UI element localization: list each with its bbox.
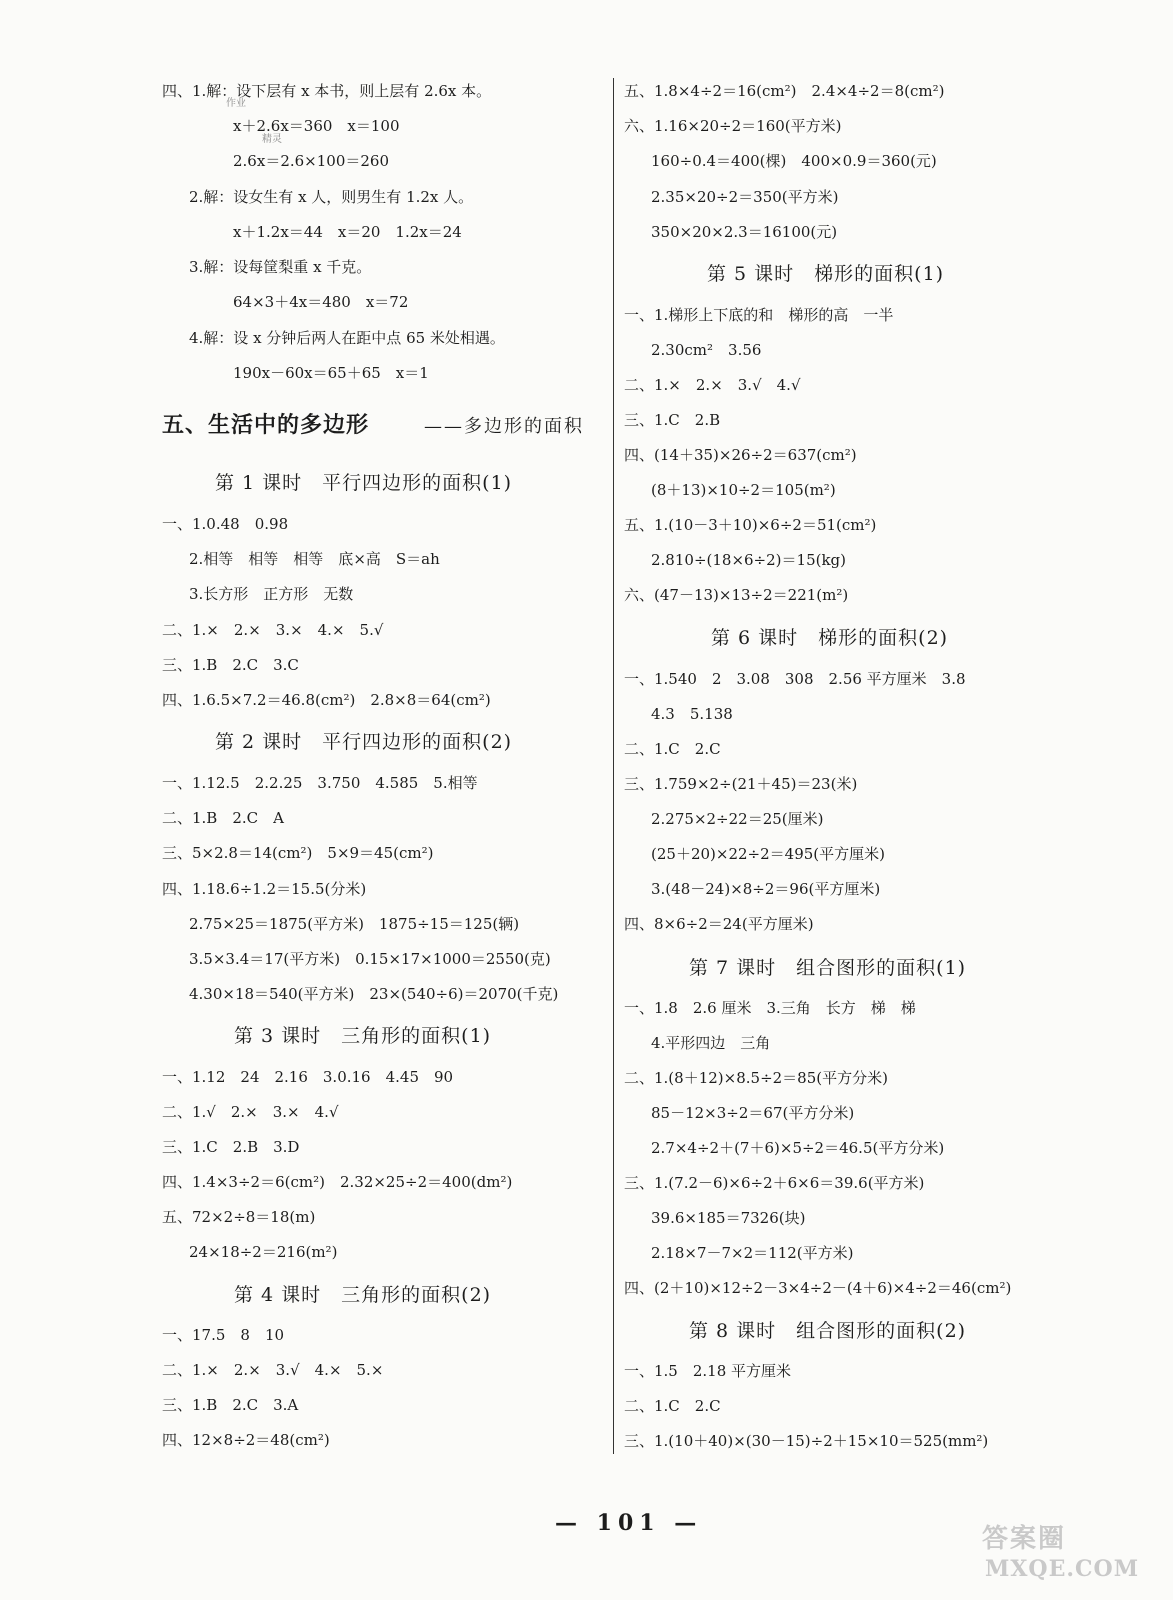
right-line-2: 160÷0.4＝400(棵) 400×0.9＝360(元): [651, 152, 937, 170]
right-line-16: 一、1.540 2 3.08 308 2.56 平方厘米 3.8: [624, 670, 966, 688]
left-line-19: 三、5×2.8＝14(cm²) 5×9＝45(cm²): [162, 844, 434, 862]
lesson-heading-3: 第 3 课时 三角形的面积(1): [234, 1025, 492, 1047]
left-line-18: 二、1.B 2.C A: [162, 809, 284, 827]
right-line-19: 三、1.759×2÷(21＋45)＝23(米): [624, 775, 858, 793]
right-line-7: 2.30cm² 3.56: [651, 341, 762, 359]
lesson-heading-1: 第 1 课时 平行四边形的面积(1): [215, 472, 513, 494]
right-line-22: 3.(48－24)×8÷2＝96(平方厘米): [651, 880, 881, 898]
left-line-33: 二、1.× 2.× 3.√ 4.× 5.×: [162, 1361, 384, 1379]
left-line-27: 三、1.C 2.B 3.D: [162, 1138, 300, 1156]
right-line-26: 4.平形四边 三角: [651, 1034, 771, 1052]
left-line-7: 4.解：设 x 分钟后两人在距中点 65 米处相遇。: [189, 329, 505, 347]
left-line-28: 四、1.4×3÷2＝6(cm²) 2.32×25÷2＝400(dm²): [162, 1173, 513, 1191]
right-line-27: 二、1.(8＋12)×8.5÷2＝85(平方分米): [624, 1069, 888, 1087]
left-line-32: 一、17.5 8 10: [162, 1326, 285, 1344]
lesson-heading-8: 第 8 课时 组合图形的面积(2): [689, 1320, 967, 1342]
watermark-site: MXQE.COM: [985, 1556, 1140, 1582]
left-line-25: 一、1.12 24 2.16 3.0.16 4.45 90: [162, 1068, 454, 1086]
right-line-37: 三、1.(10＋40)×(30－15)÷2＋15×10＝525(mm²): [624, 1432, 989, 1450]
page-number-value: 101: [596, 1510, 661, 1536]
left-line-15: 四、1.6.5×7.2＝46.8(cm²) 2.8×8＝64(cm²): [162, 691, 491, 709]
left-line-20: 四、1.18.6÷1.2＝15.5(分米): [162, 880, 367, 898]
lesson-heading-7: 第 7 课时 组合图形的面积(1): [689, 957, 967, 979]
right-line-32: 2.18×7－7×2＝112(平方米): [651, 1244, 854, 1262]
right-line-36: 二、1.C 2.C: [624, 1397, 721, 1415]
left-line-17: 一、1.12.5 2.2.25 3.750 4.585 5.相等: [162, 774, 478, 792]
left-line-3: 2.解：设女生有 x 人，则男生有 1.2x 人。: [189, 188, 474, 206]
left-line-6: 64×3＋4x＝480 x＝72: [233, 293, 409, 311]
left-line-12: 3.长方形 正方形 无数: [189, 585, 354, 603]
left-line-11: 2.相等 相等 相等 底×高 S＝ah: [189, 550, 440, 568]
left-line-21: 2.75×25＝1875(平方米) 1875÷15＝125(辆): [189, 915, 520, 933]
left-line-13: 二、1.× 2.× 3.× 4.× 5.√: [162, 621, 384, 639]
right-line-6: 一、1.梯形上下底的和 梯形的高 一半: [624, 306, 894, 324]
left-line-23: 4.30×18＝540(平方米) 23×(540÷6)＝2070(千克): [189, 985, 559, 1003]
stamp-text-bottom: 精灵: [262, 134, 282, 145]
left-line-8: 190x－60x＝65＋65 x＝1: [233, 364, 429, 382]
right-line-14: 六、(47－13)×13÷2＝221(m²): [624, 586, 849, 604]
left-line-0: 四、1.解：设下层有 x 本书，则上层有 2.6x 本。: [162, 82, 492, 100]
watermark-logo: 答案圈: [982, 1524, 1067, 1554]
right-line-30: 三、1.(7.2－6)×6÷2＋6×6＝39.6(平方米): [624, 1174, 925, 1192]
left-line-14: 三、1.B 2.C 3.C: [162, 656, 299, 674]
unit-subtitle: ——多边形的面积: [424, 416, 584, 437]
left-line-22: 3.5×3.4＝17(平方米) 0.15×17×1000＝2550(克): [189, 950, 551, 968]
right-line-31: 39.6×185＝7326(块): [651, 1209, 806, 1227]
left-line-29: 五、72×2÷8＝18(m): [162, 1208, 316, 1226]
right-line-33: 四、(2＋10)×12÷2－3×4÷2－(4＋6)×4÷2＝46(cm²): [624, 1279, 1012, 1297]
right-line-0: 五、1.8×4÷2＝16(cm²) 2.4×4÷2＝8(cm²): [624, 82, 945, 100]
column-divider: [613, 78, 614, 1454]
right-line-18: 二、1.C 2.C: [624, 740, 721, 758]
watermark-stamp: [226, 98, 246, 110]
page-number: — 101 —: [555, 1510, 703, 1536]
left-line-2: 2.6x＝2.6×100＝260: [233, 152, 389, 170]
left-line-1: x＋2.6x＝360 x＝100: [233, 117, 400, 135]
right-line-1: 六、1.16×20÷2＝160(平方米): [624, 117, 842, 135]
right-line-11: (8＋13)×10÷2＝105(m²): [651, 481, 836, 499]
right-line-13: 2.810÷(18×6÷2)＝15(kg): [651, 551, 847, 569]
stamp-text-top: 作业: [226, 98, 246, 109]
right-line-35: 一、1.5 2.18 平方厘米: [624, 1362, 792, 1380]
left-line-4: x＋1.2x＝44 x＝20 1.2x＝24: [233, 223, 462, 241]
lesson-heading-4: 第 4 课时 三角形的面积(2): [234, 1284, 492, 1306]
right-line-17: 4.3 5.138: [651, 705, 733, 723]
watermark-stamp-2: [262, 134, 282, 146]
lesson-heading-6: 第 6 课时 梯形的面积(2): [711, 627, 949, 649]
right-line-21: (25＋20)×22÷2＝495(平方厘米): [651, 845, 885, 863]
unit-title: 五、生活中的多边形: [162, 412, 370, 438]
right-line-9: 三、1.C 2.B: [624, 411, 721, 429]
right-line-29: 2.7×4÷2＋(7＋6)×5÷2＝46.5(平方分米): [651, 1139, 945, 1157]
right-line-4: 350×20×2.3＝16100(元): [651, 223, 838, 241]
right-line-28: 85－12×3÷2＝67(平方分米): [651, 1104, 855, 1122]
lesson-heading-5: 第 5 课时 梯形的面积(1): [707, 263, 945, 285]
left-line-34: 三、1.B 2.C 3.A: [162, 1396, 299, 1414]
left-line-26: 二、1.√ 2.× 3.× 4.√: [162, 1103, 339, 1121]
right-line-3: 2.35×20÷2＝350(平方米): [651, 188, 839, 206]
right-line-25: 一、1.8 2.6 厘米 3.三角 长方 梯 梯: [624, 999, 916, 1017]
right-line-23: 四、8×6÷2＝24(平方厘米): [624, 915, 814, 933]
right-line-20: 2.275×2÷22＝25(厘米): [651, 810, 824, 828]
lesson-heading-2: 第 2 课时 平行四边形的面积(2): [215, 731, 513, 753]
right-line-12: 五、1.(10－3＋10)×6÷2＝51(cm²): [624, 516, 877, 534]
left-line-30: 24×18÷2＝216(m²): [189, 1243, 338, 1261]
left-line-10: 一、1.0.48 0.98: [162, 515, 289, 533]
left-line-5: 3.解：设每筐梨重 x 千克。: [189, 258, 372, 276]
left-line-35: 四、12×8÷2＝48(cm²): [162, 1431, 330, 1449]
right-line-8: 二、1.× 2.× 3.√ 4.√: [624, 376, 801, 394]
right-line-10: 四、(14＋35)×26÷2＝637(cm²): [624, 446, 857, 464]
